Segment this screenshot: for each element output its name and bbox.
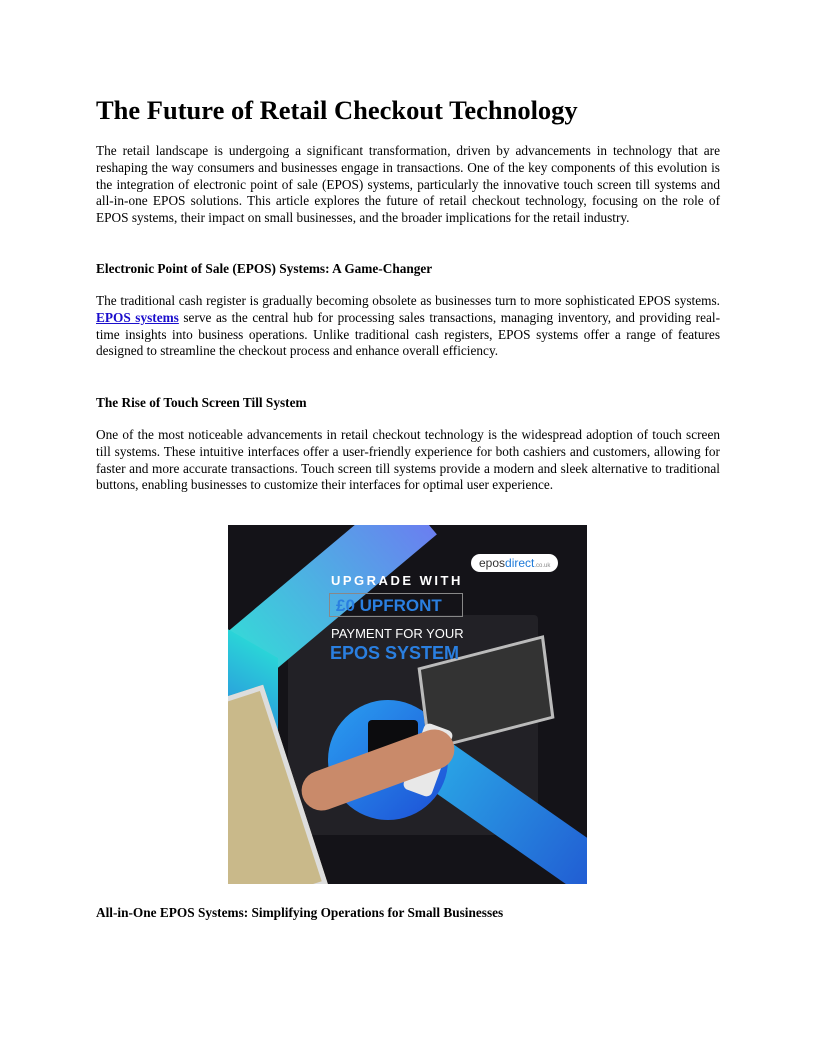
- epos-paragraph: [96, 293, 720, 360]
- banner-line1: UPGRADE WITH: [331, 573, 463, 588]
- text: The traditional cash register is gradually becoming obsolete as businesses turn to more sophisticated EPOS systems.: [96, 293, 720, 308]
- touch-paragraph: One of the most noticeable advancements in retail checkout technology is the widespread adoption of touch screen till systems. These intuitive interfaces offer a user-friendly experience for both cashiers and customers, allowing for faster and more accurate transactions. Touch screen till systems provide a modern and sleek alternative to traditional buttons, enabling businesses to customize their interfaces for optimal user experience.: [96, 427, 720, 493]
- banner-line4: EPOS SYSTEM: [330, 643, 460, 663]
- banner-line2: £0 UPFRONT: [329, 593, 463, 617]
- eposdirect-logo: [471, 554, 558, 572]
- epos-systems-link[interactable]: EPOS systems: [96, 309, 179, 325]
- epos-advert-image: [228, 525, 587, 884]
- section-heading-all-in-one: All-in-One EPOS Systems: Simplifying Operations for Small Businesses: [96, 905, 504, 920]
- banner-line3: PAYMENT FOR YOUR: [331, 626, 464, 641]
- intro-paragraph: The retail landscape is undergoing a significant transformation, driven by advancements in technology that are reshaping the way consumers and businesses engage in transactions. One of the key components of this evolution is the integration of electronic point of sale (EPOS) systems, particularly the innovative touch screen till systems and all-in-one EPOS solutions. This article explores the future of retail checkout technology, focusing on the role of EPOS systems, their impact on small businesses, and the broader implications for the retail industry.: [96, 143, 720, 226]
- page-title: The Future of Retail Checkout Technology: [96, 95, 578, 125]
- logo-text: .co.uk: [534, 563, 551, 569]
- section-heading-epos: Electronic Point of Sale (EPOS) Systems: A Game-Changer: [96, 261, 433, 276]
- text: serve as the central hub for processing sales transactions, managing inventory, and providing real-time insights into business operations. Unlike traditional cash registers, EPOS systems offer a range of features designed to streamline the checkout process and enhance overall efficiency.: [96, 309, 720, 359]
- logo-text: direct: [505, 556, 535, 570]
- section-heading-touch: The Rise of Touch Screen Till System: [96, 395, 307, 410]
- logo-text: epos: [479, 556, 506, 570]
